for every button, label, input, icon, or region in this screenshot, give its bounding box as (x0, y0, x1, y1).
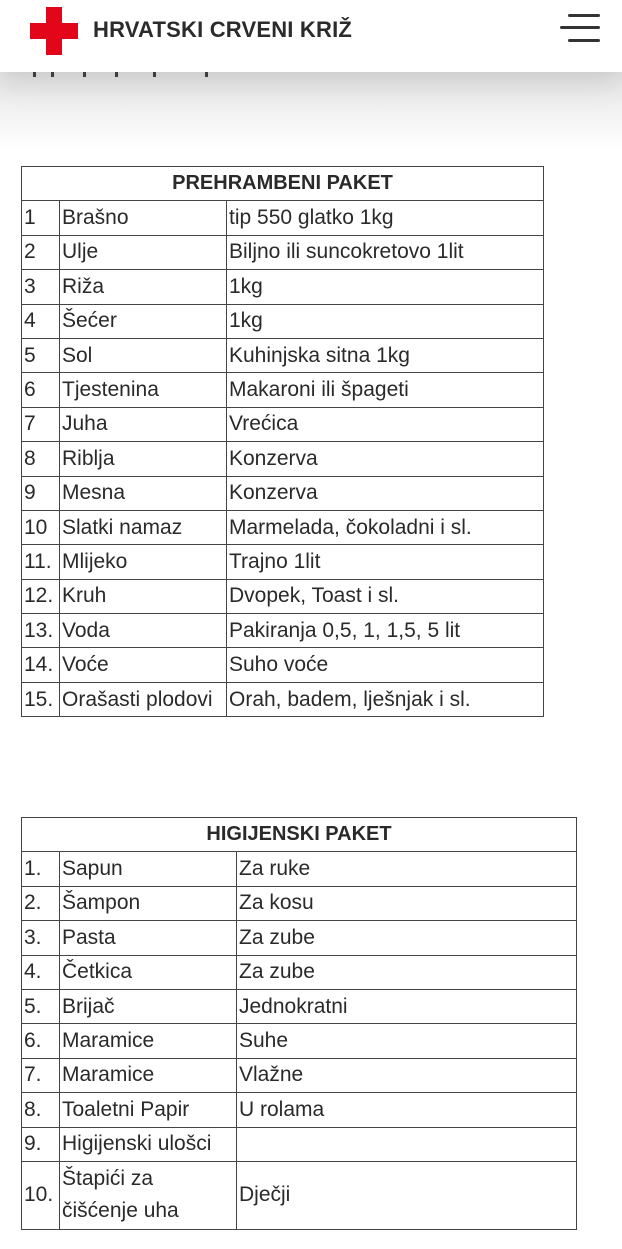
table-row (22, 201, 544, 235)
table-row (22, 304, 544, 338)
item-name: Kruh (60, 579, 227, 613)
table-row (22, 510, 544, 544)
row-number: 6. (22, 1024, 60, 1058)
row-number: 8 (22, 442, 60, 476)
table-row (22, 1024, 577, 1058)
item-detail: 1kg (227, 270, 544, 304)
table-row (22, 1058, 577, 1092)
brand-name[interactable]: HRVATSKI CRVENI KRIŽ (93, 17, 353, 42)
row-number: 9 (22, 476, 60, 510)
item-name: Četkica (60, 955, 237, 989)
item-detail: 1kg (227, 304, 544, 338)
hygiene-package-table (21, 817, 577, 1230)
row-number: 10. (22, 1161, 60, 1229)
row-number: 9. (22, 1127, 60, 1161)
item-name: Maramice (60, 1024, 237, 1058)
item-detail: tip 550 glatko 1kg (227, 201, 544, 235)
row-number: 1. (22, 852, 60, 886)
item-name: Riža (60, 270, 227, 304)
item-name: Voće (60, 648, 227, 682)
hygiene-package-title: HIGIJENSKI PAKET (22, 818, 577, 852)
table-row (22, 338, 544, 372)
item-detail: Marmelada, čokoladni i sl. (227, 510, 544, 544)
table-row (22, 648, 544, 682)
item-name: Štapići za čišćenje uha (60, 1161, 237, 1229)
item-detail: Vlažne (237, 1058, 577, 1092)
item-name: Juha (60, 407, 227, 441)
row-number: 7. (22, 1058, 60, 1092)
row-number: 12. (22, 579, 60, 613)
item-name: Sol (60, 338, 227, 372)
table-row (22, 1093, 577, 1127)
item-detail: Trajno 1lit (227, 545, 544, 579)
row-number: 3. (22, 921, 60, 955)
table-row (22, 407, 544, 441)
table-row (22, 989, 577, 1023)
row-number: 3 (22, 270, 60, 304)
item-name: Higijenski ulošci (60, 1127, 237, 1161)
row-number: 4 (22, 304, 60, 338)
table-row (22, 921, 577, 955)
table-row (22, 1127, 577, 1161)
row-number: 15. (22, 682, 60, 716)
item-detail: Kuhinjska sitna 1kg (227, 338, 544, 372)
row-number: 2 (22, 235, 60, 269)
item-detail: Jednokratni (237, 989, 577, 1023)
item-detail: Za zube (237, 921, 577, 955)
item-detail: Konzerva (227, 442, 544, 476)
item-detail: Orah, badem, lješnjak i sl. (227, 682, 544, 716)
item-name: Mesna (60, 476, 227, 510)
item-detail: U rolama (237, 1093, 577, 1127)
item-name: Šampon (60, 886, 237, 920)
table-row (22, 579, 544, 613)
item-detail: Za zube (237, 955, 577, 989)
item-detail: Dvopek, Toast i sl. (227, 579, 544, 613)
item-detail: Biljno ili suncokretovo 1lit (227, 235, 544, 269)
row-number: 2. (22, 886, 60, 920)
table-row (22, 886, 577, 920)
item-name: Mlijeko (60, 545, 227, 579)
item-name: Pasta (60, 921, 237, 955)
table-row (22, 442, 544, 476)
table-row (22, 682, 544, 716)
table-row (22, 545, 544, 579)
row-number: 4. (22, 955, 60, 989)
row-number: 5. (22, 989, 60, 1023)
table-row (22, 476, 544, 510)
item-name: Voda (60, 614, 227, 648)
item-detail: Pakiranja 0,5, 1, 1,5, 5 lit (227, 614, 544, 648)
row-number: 10 (22, 510, 60, 544)
item-name: Brijač (60, 989, 237, 1023)
item-detail: Suhe (237, 1024, 577, 1058)
table-row (22, 1161, 577, 1229)
item-detail: Za kosu (237, 886, 577, 920)
site-header (0, 0, 622, 72)
table-row (22, 955, 577, 989)
table-row (22, 852, 577, 886)
row-number: 8. (22, 1093, 60, 1127)
item-name: Šećer (60, 304, 227, 338)
item-detail: Suho voće (227, 648, 544, 682)
item-name: Toaletni Papir (60, 1093, 237, 1127)
row-number: 6 (22, 373, 60, 407)
item-name: Slatki namaz (60, 510, 227, 544)
item-detail: Za ruke (237, 852, 577, 886)
food-package-table (21, 166, 544, 717)
item-detail: Vrećica (227, 407, 544, 441)
row-number: 7 (22, 407, 60, 441)
item-name: Maramice (60, 1058, 237, 1092)
item-detail: Makaroni ili špageti (227, 373, 544, 407)
header-shadow (0, 72, 622, 152)
row-number: 5 (22, 338, 60, 372)
table-row (22, 614, 544, 648)
item-name: Riblja (60, 442, 227, 476)
item-name: Orašasti plodovi (60, 682, 227, 716)
item-name: Brašno (60, 201, 227, 235)
hamburger-menu-icon[interactable] (560, 14, 600, 44)
row-number: 13. (22, 614, 60, 648)
table-row (22, 235, 544, 269)
item-name: Tjestenina (60, 373, 227, 407)
row-number: 1 (22, 201, 60, 235)
item-name: Ulje (60, 235, 227, 269)
row-number: 14. (22, 648, 60, 682)
item-detail: Konzerva (227, 476, 544, 510)
item-detail: Dječji (237, 1161, 577, 1229)
red-cross-icon[interactable] (30, 7, 78, 55)
item-detail (237, 1127, 577, 1161)
table-row (22, 373, 544, 407)
table-row (22, 270, 544, 304)
row-number: 11. (22, 545, 60, 579)
food-package-title: PREHRAMBENI PAKET (22, 167, 544, 201)
item-name: Sapun (60, 852, 237, 886)
